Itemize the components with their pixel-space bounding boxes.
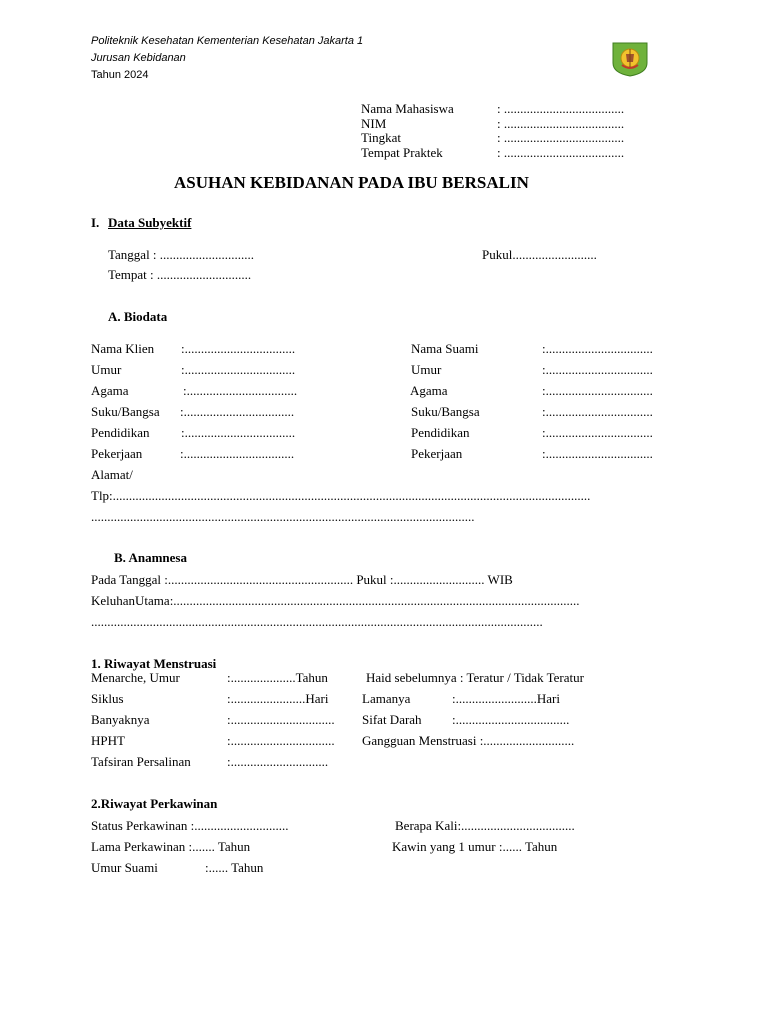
menstruasi-value[interactable]: :................................ <box>227 733 335 748</box>
bio-value[interactable]: :.................................. <box>183 383 298 398</box>
student-value[interactable]: : ..................................... <box>497 115 625 131</box>
bio-value[interactable]: :.................................. <box>180 404 295 419</box>
perkawinan-heading: 2.Riwayat Perkawinan <box>91 796 218 811</box>
menstruasi-label: Banyaknya <box>91 712 150 727</box>
department-name: Jurusan Kebidanan <box>91 52 186 64</box>
bio-label: Suku/Bangsa <box>411 404 480 419</box>
institution-logo <box>611 41 649 77</box>
umur-suami-field[interactable]: :...... Tahun <box>205 860 264 875</box>
pada-tanggal-field[interactable]: Pada Tanggal :......................................................... Pukul :............................ WIB <box>91 572 513 587</box>
bio-value[interactable]: :................................. <box>542 362 653 377</box>
bio-label: Suku/Bangsa <box>91 404 160 419</box>
kawin-umur-field[interactable]: Kawin yang 1 umur :...... Tahun <box>392 839 558 854</box>
bio-label: Umur <box>91 362 122 377</box>
menstruasi-label: Tafsiran Persalinan <box>91 754 191 769</box>
institution-name: Politeknik Kesehatan Kementerian Kesehatan Jakarta 1 <box>91 35 364 47</box>
bio-label: Umur <box>411 362 442 377</box>
menstruasi-label: HPHT <box>91 733 125 748</box>
biodata-heading: A. Biodata <box>108 309 168 324</box>
menstruasi-label-2: Haid sebelumnya : Teratur / Tidak Teratur <box>366 670 584 685</box>
anamnesa-heading: B. Anamnesa <box>114 550 187 565</box>
document-title: ASUHAN KEBIDANAN PADA IBU BERSALIN <box>174 173 529 192</box>
bio-value[interactable]: :.................................. <box>181 362 296 377</box>
bio-label: Agama <box>410 383 448 398</box>
alamat-label: Alamat/ <box>91 467 133 482</box>
student-label: NIM <box>361 115 387 131</box>
keluhan-field[interactable]: KeluhanUtama:............................................................................................................................. <box>91 593 580 608</box>
pukul-field[interactable]: Pukul.......................... <box>482 247 597 262</box>
menstruasi-label-2: Lamanya <box>362 691 411 706</box>
menstruasi-value-2[interactable]: :................................... <box>452 712 570 727</box>
menstruasi-label: Menarche, Umur <box>91 670 180 685</box>
bio-label: Nama Klien <box>91 341 155 356</box>
menstruasi-value[interactable]: :................................ <box>227 712 335 727</box>
menstruasi-value[interactable]: :.............................. <box>227 754 329 769</box>
berapa-kali-field[interactable]: Berapa Kali:................................... <box>395 818 575 833</box>
bio-value[interactable]: :................................. <box>542 383 653 398</box>
bio-value[interactable]: :.................................. <box>180 446 295 461</box>
menstruasi-heading: 1. Riwayat Menstruasi <box>91 656 217 671</box>
menstruasi-value[interactable]: :.......................Hari <box>227 691 329 706</box>
bio-label: Pendidikan <box>411 425 470 440</box>
tlp-field-continued[interactable]: ...................................................................................................................... <box>91 509 475 524</box>
bio-label: Agama <box>91 383 129 398</box>
status-perkawinan-field[interactable]: Status Perkawinan :............................. <box>91 818 289 833</box>
bio-value[interactable]: :................................. <box>542 425 653 440</box>
bio-value[interactable]: :................................. <box>542 341 653 356</box>
menstruasi-label: Siklus <box>91 691 124 706</box>
student-value[interactable]: : ..................................... <box>497 144 625 160</box>
bio-label: Nama Suami <box>411 341 479 356</box>
menstruasi-label-2: Sifat Darah <box>362 712 422 727</box>
bio-value[interactable]: :.................................. <box>181 341 296 356</box>
umur-suami-label: Umur Suami <box>91 860 158 875</box>
bio-value[interactable]: :................................. <box>542 446 653 461</box>
bio-label: Pendidikan <box>91 425 150 440</box>
tempat-field[interactable]: Tempat : ............................. <box>108 267 252 282</box>
bio-label: Pekerjaan <box>91 446 143 461</box>
student-info-values <box>497 102 624 160</box>
bio-value[interactable]: :................................. <box>542 404 653 419</box>
tanggal-field[interactable]: Tanggal : ............................. <box>108 247 255 262</box>
section-number: I. <box>91 215 100 230</box>
student-value[interactable]: : ..................................... <box>497 130 625 145</box>
lama-perkawinan-field[interactable]: Lama Perkawinan :....... Tahun <box>91 839 251 854</box>
menstruasi-value[interactable]: :....................Tahun <box>227 670 328 685</box>
student-label: Tempat Praktek <box>361 144 443 160</box>
student-label: Tingkat <box>361 130 401 145</box>
menstruasi-value-2[interactable]: :.........................Hari <box>452 691 560 706</box>
section-title: Data Subyektif <box>108 215 192 230</box>
menstruasi-label-2[interactable]: Gangguan Menstruasi :............................ <box>362 733 575 748</box>
year-label: Tahun 2024 <box>91 69 149 81</box>
bio-label: Pekerjaan <box>411 446 463 461</box>
student-info-labels <box>361 102 454 160</box>
student-value[interactable]: : ..................................... <box>497 101 625 116</box>
tlp-field[interactable]: Tlp:................................................................................................................................................... <box>91 488 591 503</box>
bio-value[interactable]: :.................................. <box>181 425 296 440</box>
keluhan-field-continued[interactable]: ........................................................................................................................................... <box>91 614 543 629</box>
student-label: Nama Mahasiswa <box>361 101 454 116</box>
